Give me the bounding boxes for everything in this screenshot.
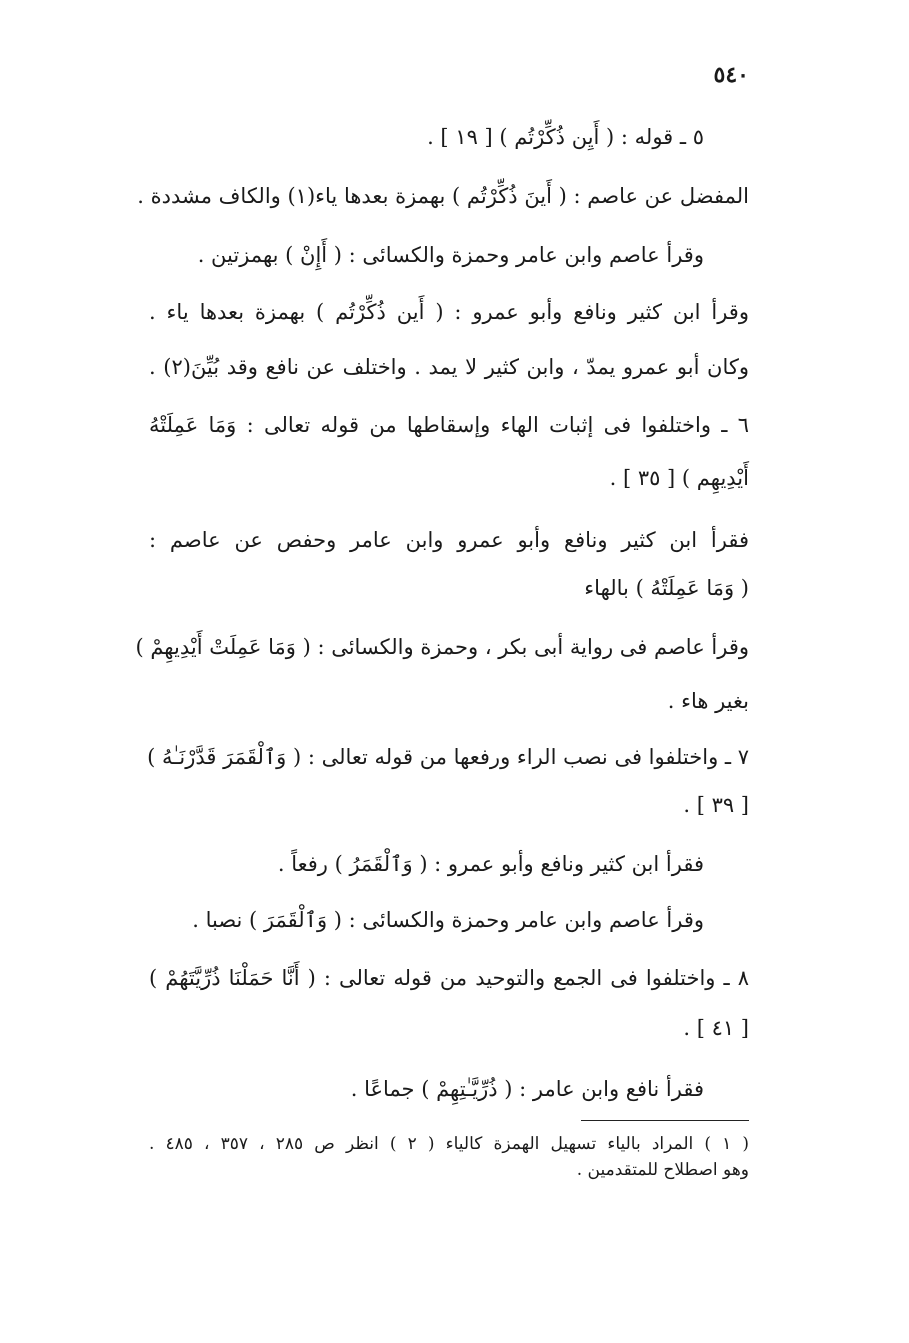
text-line: ٥ ـ قوله : ( أَيِن ذُكِّرْتُم ) [ ١٩ ] . — [427, 125, 704, 149]
text-line: وقرأ عاصم وابن عامر وحمزة والكسائى : ( أَإِنْ ) بهمزتين . — [197, 243, 704, 267]
text-line: المفضل عن عاصم : ( أَينَ ذُكِّرْتُم ) بهمزة بعدها ياء(١) والكاف مشددة . — [137, 184, 749, 208]
text-line: ٦ ـ واختلفوا فى إثبات الهاء وإسقاطها من قوله تعالى : وَمَا عَمِلَتْهُ — [149, 413, 749, 437]
text-line: [ ٤١ ] . — [683, 1016, 749, 1040]
text-line: ( وَمَا عَمِلَتْهُ ) بالهاء — [584, 576, 749, 600]
text-line: ٨ ـ واختلفوا فى الجمع والتوحيد من قوله تعالى : ( أَنَّا حَمَلْنَا ذُرِّيَّتَهُمْ ) — [149, 966, 749, 990]
text-line: أَيْدِيهِم ) [ ٣٥ ] . — [609, 466, 749, 490]
text-line: [ ٣٩ ] . — [683, 793, 749, 817]
text-line: وقرأ ابن كثير ونافع وأبو عمرو : ( أَين ذُكِّرْتُم ) بهمزة بعدها ياء . — [149, 300, 749, 324]
text-line: وكان أبو عمرو يمدّ ، وابن كثير لا يمد . واختلف عن نافع وقد بُيِّنَ(٢) . — [149, 355, 749, 379]
text-line: فقرأ نافع وابن عامر : ( ذُرِّيَّـٰتِهِمْ ) جماعًا . — [350, 1077, 704, 1101]
footnote-line: وهو اصطلاح للمتقدمين . — [576, 1160, 749, 1180]
text-line: فقرأ ابن كثير ونافع وأبو عمرو وابن عامر وحفص عن عاصم : — [149, 528, 749, 552]
text-line: بغير هاء . — [667, 689, 749, 713]
text-line: وقرأ عاصم فى رواية أبى بكر ، وحمزة والكسائى : ( وَمَا عَمِلَتْ أَيْدِيهِمْ ) — [135, 635, 749, 659]
text-line: فقرأ ابن كثير ونافع وأبو عمرو : ( وَٱلْقَمَرُ ) رفعاً . — [277, 852, 704, 876]
text-line: ٧ ـ واختلفوا فى نصب الراء ورفعها من قوله تعالى : ( وَٱلْقَمَرَ قَدَّرْنَـٰهُ ) — [147, 745, 749, 769]
text-line: وقرأ عاصم وابن عامر وحمزة والكسائى : ( وَٱلْقَمَرَ ) نصبا . — [192, 908, 704, 932]
page-number: ٥٤٠ — [713, 62, 749, 88]
footnote-divider — [581, 1120, 749, 1121]
footnote-line: ( ١ ) المراد بالياء تسهيل الهمزة كالياء ( ٢ ) انظر ص ٢٨٥ ، ٣٥٧ ، ٤٨٥ . — [149, 1134, 749, 1154]
